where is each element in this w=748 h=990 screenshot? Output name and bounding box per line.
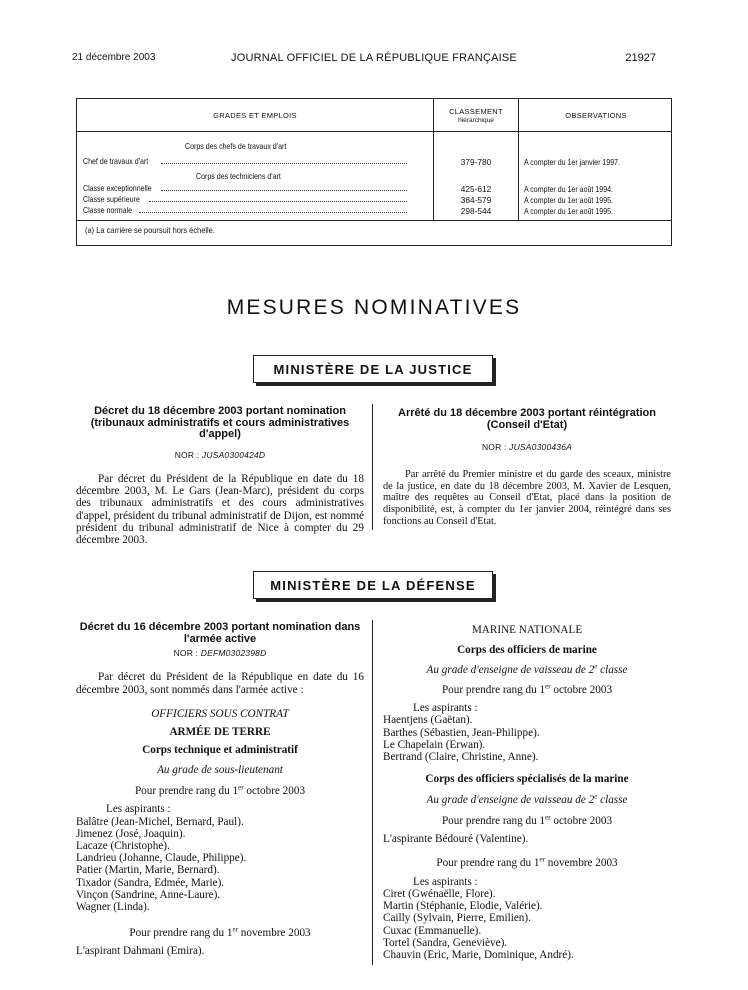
nor-reference: NOR : JUSA0300424D — [174, 449, 266, 460]
grade-heading: Au grade de sous-lieutenant — [157, 763, 283, 776]
ministry-defense-heading: MINISTÈRE DE LA DÉFENSE — [253, 571, 493, 599]
table-row-label: Classe exceptionnelle — [83, 183, 152, 193]
aspirants-list — [76, 816, 364, 914]
table-row-label: Classe normale — [83, 205, 133, 215]
dot-leader — [149, 201, 407, 202]
justice-left-article — [76, 406, 364, 547]
table-group-heading: Corps des chefs de travaux d'art — [185, 141, 287, 151]
table-row-observation: A compter du 1er août 1995. — [524, 206, 614, 216]
ministry-justice-heading: MINISTÈRE DE LA JUSTICE — [253, 355, 493, 383]
list-item: Wagner (Linda). — [76, 901, 150, 914]
table-row-value: 379-780 — [460, 157, 492, 167]
defense-right-article — [383, 624, 671, 961]
column-separator — [372, 404, 373, 530]
rang-line: Pour prendre rang du 1er novembre 2003 — [436, 855, 618, 870]
aspirants-label: Les aspirants : — [413, 702, 478, 715]
aspirants-label: Les aspirants : — [413, 875, 478, 888]
rang-line: Pour prendre rang du 1er novembre 2003 — [129, 925, 311, 940]
corps-heading: Corps des officiers de marine — [457, 644, 597, 657]
list-item: Le Chapelain (Erwan). — [383, 738, 486, 751]
table-group-heading: Corps des techniciens d'art — [196, 171, 281, 181]
arrete-title: Arrêté du 18 décembre 2003 portant réintégration (Conseil d'Etat) — [398, 407, 656, 431]
list-item: Balâtre (Jean-Michel, Bernard, Paul). — [76, 815, 244, 828]
corps-heading: Corps technique et administratif — [142, 744, 298, 757]
aspirants-list — [383, 714, 671, 763]
dot-leader — [139, 212, 407, 213]
list-item: Cuxac (Emmanuelle). — [383, 924, 482, 937]
nor-reference: NOR : JUSA0300436A — [481, 442, 573, 452]
table-row-label: Chef de travaux d'art — [83, 156, 149, 166]
th-observations: OBSERVATIONS — [565, 111, 627, 120]
decree-body: Par décret du Président de la République en date du 18 décembre 2003, M. Le Gars (Jean-Marc), président du corps des tribunaux administratifs et des cours administratives d'appel, président du tribunal administratif de Dijon, est nommé président du tribunal administratif de Nice à compter du 29 décembre 2003. — [76, 472, 364, 547]
grades-table — [76, 98, 672, 246]
list-item: Patier (Martin, Marie, Bernard). — [76, 864, 220, 877]
table-row-observation: A compter du 1er août 1994. — [524, 184, 614, 194]
list-item: Martin (Stéphanie, Elodie, Valérie). — [383, 900, 543, 913]
dot-leader — [161, 190, 407, 191]
list-item: Ciret (Gwénaëlle, Flore). — [383, 888, 496, 901]
grade-heading: Au grade d'enseigne de vaisseau de 2e classe — [426, 791, 628, 806]
table-row-value: 425-612 — [460, 184, 492, 194]
list-item: Barthes (Sébastien, Jean-Philippe). — [383, 726, 540, 739]
list-item: Vinçon (Sandrine, Anne-Laure). — [76, 888, 221, 901]
list-item: Tixador (Sandra, Edmée, Marie). — [76, 876, 225, 889]
aspirants-list — [383, 888, 671, 961]
table-row-value: 384-579 — [460, 195, 492, 205]
defense-left-article — [76, 622, 364, 957]
list-item: Tortel (Sandra, Geneviève). — [383, 936, 508, 949]
list-item: Jimenez (José, Joaquin). — [76, 827, 186, 840]
table-row-observation: A compter du 1er janvier 1997. — [524, 157, 621, 167]
column-separator — [372, 620, 373, 965]
aspirants-label: Les aspirants : — [106, 803, 171, 816]
rang-line: Pour prendre rang du 1er octobre 2003 — [441, 682, 613, 696]
list-item: Bertrand (Claire, Christine, Anne). — [383, 751, 539, 764]
decree-title: Décret du 16 décembre 2003 portant nomination dans l'armée active — [79, 621, 361, 645]
aspirante-single: L'aspirante Bédouré (Valentine). — [383, 833, 529, 846]
list-item: Haentjens (Gaëtan). — [383, 714, 473, 727]
section-title: MESURES NOMINATIVES — [226, 296, 522, 319]
grade-heading: Au grade d'enseigne de vaisseau de 2e classe — [426, 661, 628, 676]
list-item: Landrieu (Johanne, Claude, Philippe). — [76, 852, 247, 865]
corps-heading: Corps des officiers spécialisés de la marine — [425, 773, 629, 786]
decree-title: Décret du 18 décembre 2003 portant nomination (tribunaux administratifs et cours administratives d'appel) — [90, 405, 350, 440]
header-page-number: 21927 — [625, 52, 656, 64]
marine-heading: MARINE NATIONALE — [471, 624, 583, 636]
nor-reference: NOR : DEFM0302398D — [173, 648, 267, 658]
list-item: Lacaze (Christophe). — [76, 840, 170, 853]
dot-leader — [161, 163, 407, 164]
rang-line: Pour prendre rang du 1er octobre 2003 — [134, 783, 306, 798]
th-classement: CLASSEMENT hiérarchique — [449, 106, 503, 124]
header-journal-title: JOURNAL OFFICIEL DE LA RÉPUBLIQUE FRANÇAISE — [231, 52, 517, 64]
rang-line: Pour prendre rang du 1er octobre 2003 — [441, 813, 613, 827]
table-row-label: Classe supérieure — [83, 194, 140, 204]
list-item: Chauvin (Eric, Marie, Dominique, André). — [383, 949, 574, 962]
table-footer-divider — [77, 220, 671, 221]
th-grades: GRADES ET EMPLOIS — [213, 111, 297, 120]
justice-right-article — [383, 408, 671, 527]
table-footnote: (a) La carrière se poursuit hors échelle. — [85, 225, 215, 235]
aspirant-single: L'aspirant Dahmani (Emira). — [76, 944, 205, 957]
list-item: Cailly (Sylvain, Pierre, Emilien). — [383, 912, 531, 925]
header-date: 21 décembre 2003 — [72, 52, 156, 63]
arrete-body: Par arrêté du Premier ministre et du garde des sceaux, ministre de la justice, en date du 18 décembre 2003, M. Xavier de Lesquen, maître des requêtes au Conseil d'Etat, placé dans la position de disponibilité, est, à compter du 1er janvier 2004, réintégré dans ses fonctions au Conseil d'Etat. — [383, 469, 671, 527]
officiers-heading: OFFICIERS SOUS CONTRAT — [151, 707, 289, 720]
decree-intro: Par décret du Président de la République en date du 16 décembre 2003, sont nommés dans l'armée active : — [76, 671, 364, 696]
table-row-value: 298-544 — [460, 206, 492, 216]
armee-heading: ARMÉE DE TERRE — [169, 726, 271, 739]
table-row-observation: A compter du 1er août 1995. — [524, 195, 614, 205]
